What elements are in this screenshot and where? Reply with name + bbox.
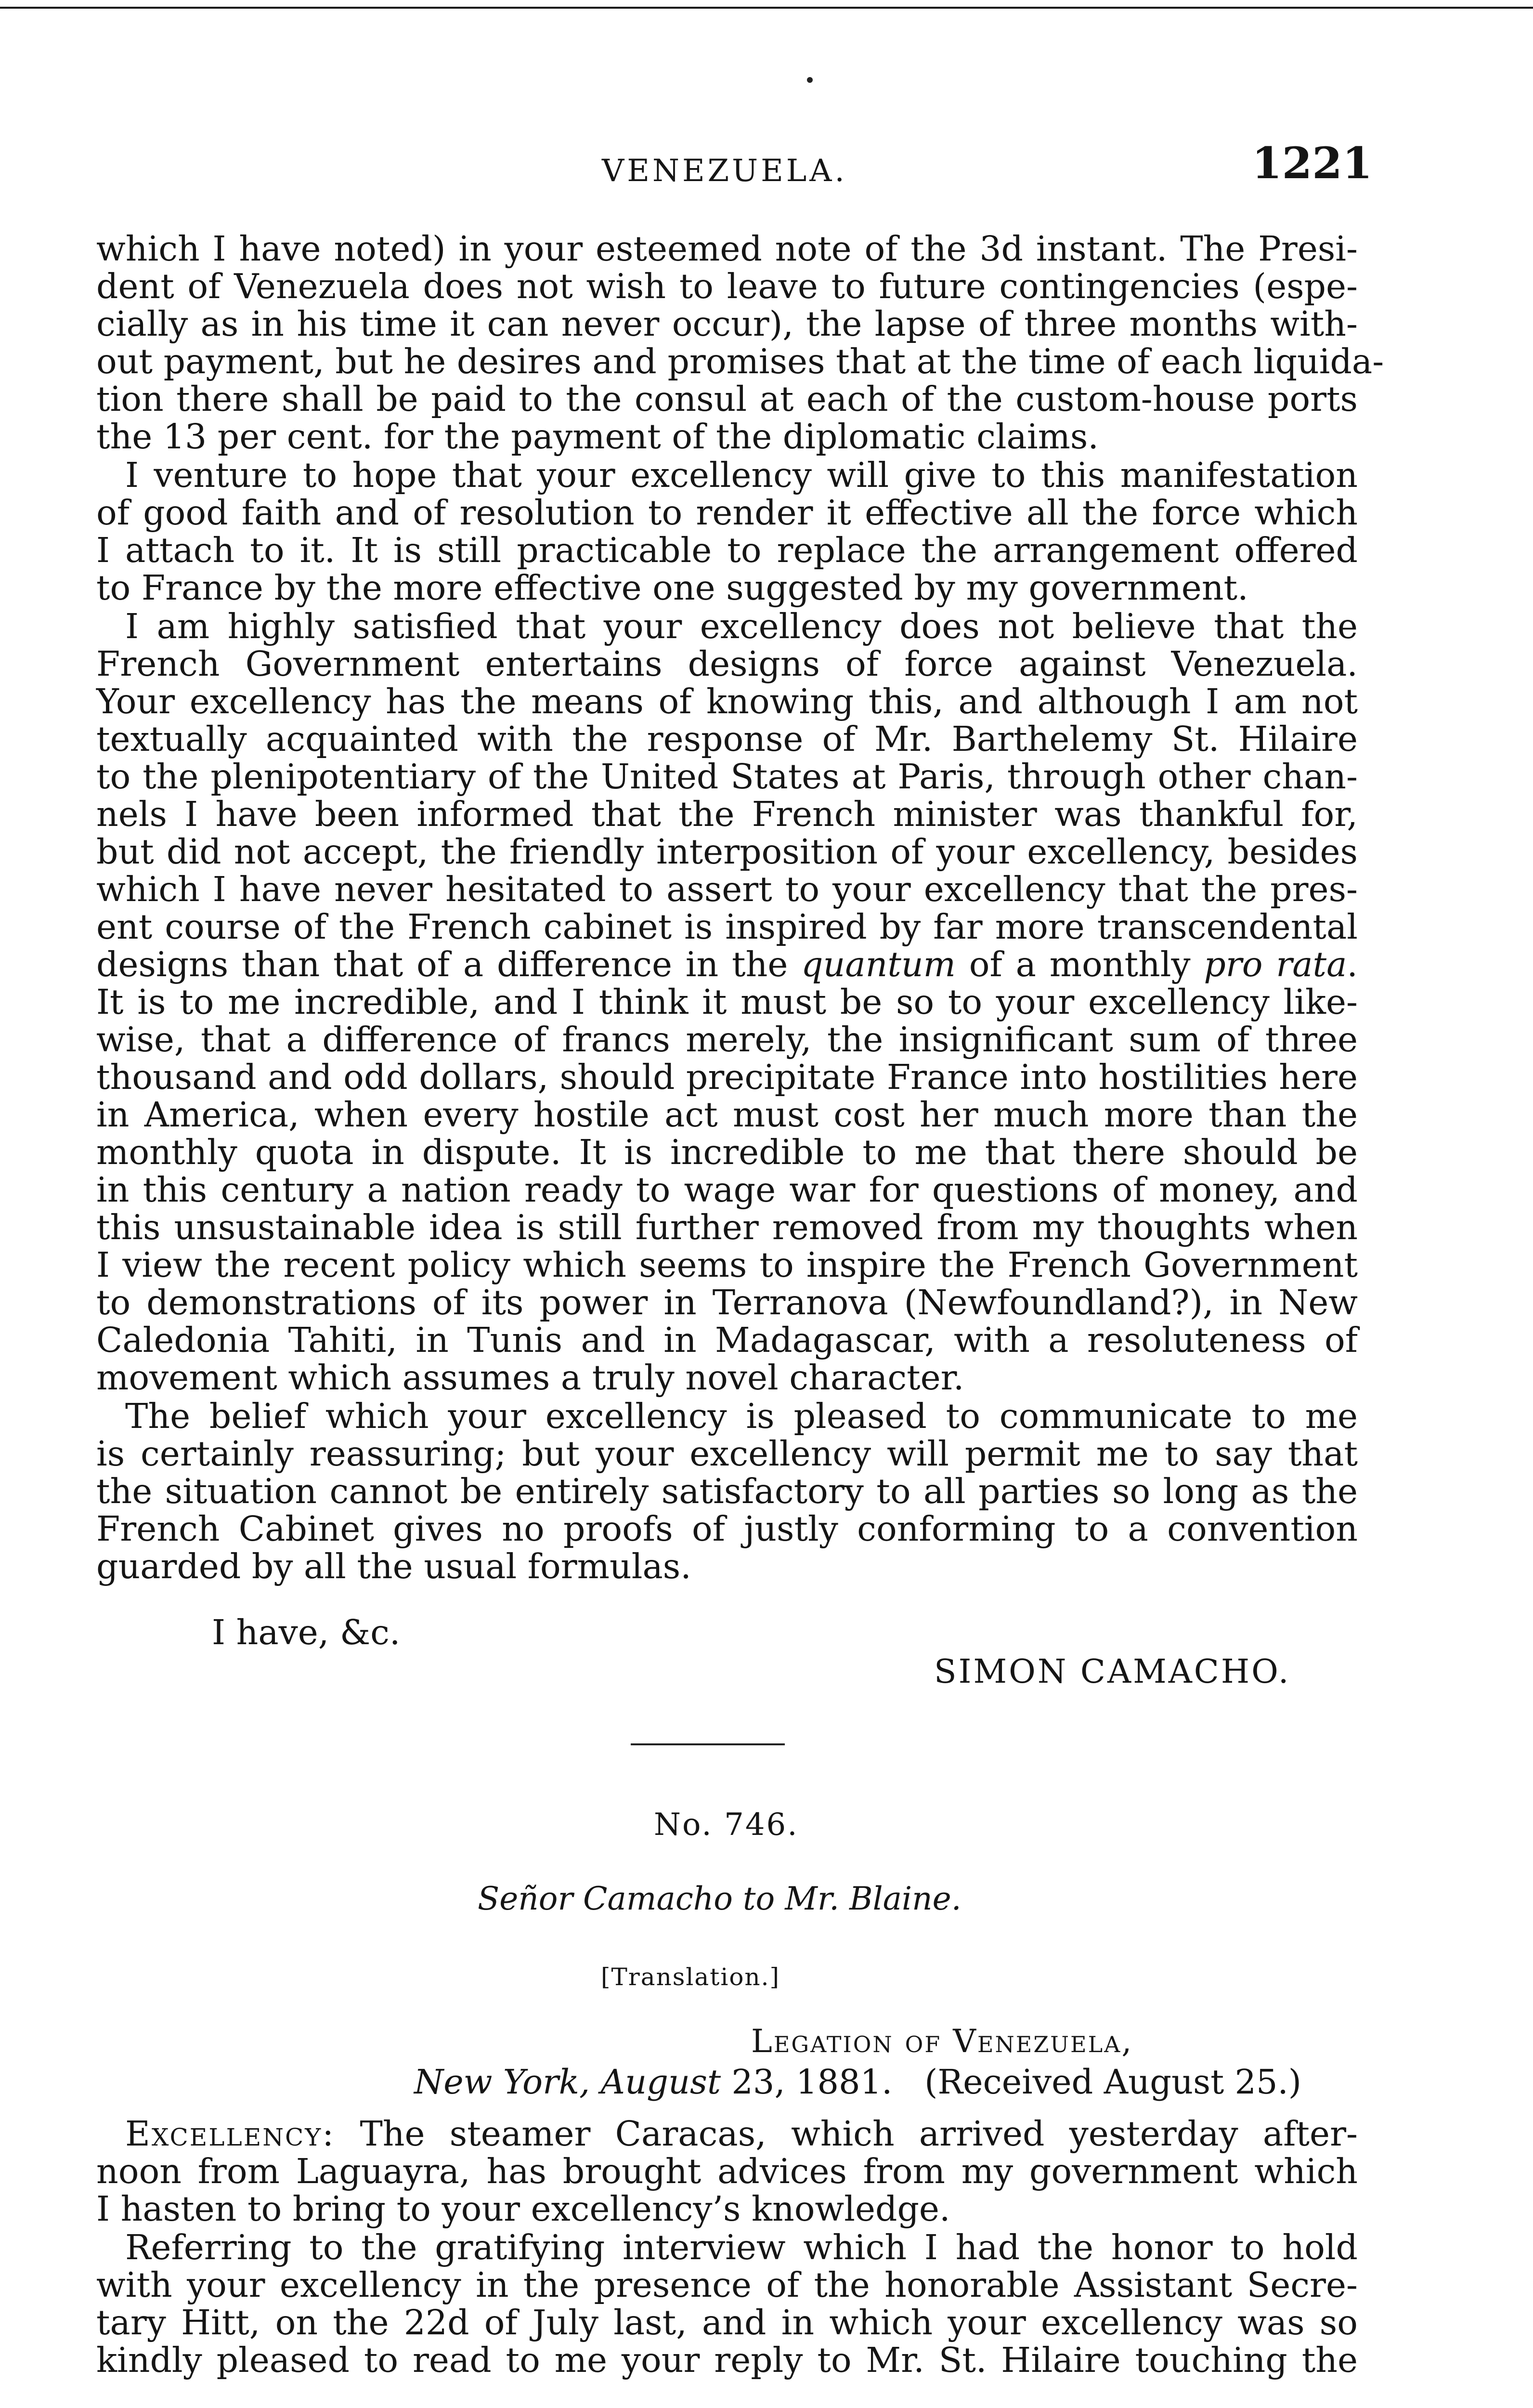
body-line: guarded by all the usual formulas. <box>96 1546 691 1586</box>
section-divider <box>631 1743 785 1745</box>
body-line: French Government entertains designs of force against Venezuela. <box>96 644 1358 684</box>
body-line: textually acquainted with the response of Mr. Barthelemy St. Hilaire <box>96 719 1358 759</box>
body-line: The belief which your excellency is pleased to communicate to me <box>125 1396 1358 1436</box>
body-line: monthly quota in dispute. It is incredible to me that there should be <box>96 1132 1358 1172</box>
body-line: ent course of the French cabinet is inspired by far more transcendental <box>96 907 1358 947</box>
body-line: Caledonia Tahiti, in Tunis and in Madagascar, with a resoluteness of <box>96 1320 1358 1360</box>
body-line: I am highly satisfied that your excellency does not believe that the <box>125 606 1358 646</box>
closing-signoff: I have, &c. <box>212 1612 401 1652</box>
body-line: kindly pleased to read to me your reply to Mr. St. Hilaire touching the <box>96 2340 1358 2380</box>
body-line: nels I have been informed that the French minister was thankful for, <box>96 794 1358 834</box>
body-line: is certainly reassuring; but your excellency will permit me to say that <box>96 1434 1358 1474</box>
body-line: with your excellency in the presence of the honorable Assistant Secre- <box>96 2265 1358 2305</box>
body-line: cially as in his time it can never occur), the lapse of three months with- <box>96 304 1358 344</box>
body-line: I venture to hope that your excellency will give to this manifestation <box>125 455 1358 495</box>
page-number: 1221 <box>1252 138 1373 189</box>
dateline-place: New York, <box>414 2062 590 2102</box>
body-line: dent of Venezuela does not wish to leave to future contingencies (espe- <box>96 266 1358 306</box>
top-border-rule <box>0 7 1533 9</box>
body-line: to France by the more effective one suggested by my government. <box>96 568 1248 608</box>
body-line: French Cabinet gives no proofs of justly conforming to a convention <box>96 1509 1358 1549</box>
body-line: tion there shall be paid to the consul at each of the custom-house ports <box>96 379 1358 419</box>
body-line: which I have never hesitated to assert to your excellency that the pres- <box>96 869 1358 909</box>
body-line: to demonstrations of its power in Terranova (Newfoundland?), in New <box>96 1283 1358 1322</box>
dateline-day-year: 23, 1881. <box>731 2062 893 2102</box>
document-heading: Señor Camacho to Mr. Blaine. <box>478 1880 961 1917</box>
translation-note: [Translation.] <box>601 1963 780 1991</box>
body-line: movement which assumes a truly novel character. <box>96 1358 964 1398</box>
signature: SIMON CAMACHO. <box>934 1653 1291 1691</box>
dateline <box>414 2062 1301 2102</box>
ink-speck <box>807 77 813 83</box>
running-title: VENEZUELA. <box>602 153 847 189</box>
body-line: the situation cannot be entirely satisfactory to all parties so long as the <box>96 1471 1358 1511</box>
body-line: this unsustainable idea is still further removed from my thoughts when <box>96 1207 1358 1247</box>
dateline-received: (Received August 25.) <box>924 2062 1302 2102</box>
body-line: I attach to it. It is still practicable to replace the arrangement offered <box>96 530 1358 570</box>
italic-term: quantum <box>801 944 956 984</box>
body-line: the 13 per cent. for the payment of the diplomatic claims. <box>96 417 1099 457</box>
body-line: I view the recent policy which seems to inspire the French Government <box>96 1245 1358 1285</box>
letter-text: The steamer Caracas, which arrived yesterday after- <box>360 2114 1358 2154</box>
dateline-month: August <box>600 2062 721 2102</box>
body-line: It is to me incredible, and I think it must be so to your excellency like- <box>96 982 1358 1022</box>
body-line: Referring to the gratifying interview which I had the honor to hold <box>125 2227 1358 2267</box>
body-line: but did not accept, the friendly interposition of your excellency, besides <box>96 832 1358 872</box>
body-line: out payment, but he desires and promises that at the time of each liquida- <box>96 341 1384 381</box>
document-number: No. 746. <box>654 1807 799 1843</box>
body-line: in this century a nation ready to wage war for questions of money, and <box>96 1170 1358 1210</box>
body-line: in America, when every hostile act must cost her much more than the <box>96 1095 1358 1135</box>
body-line: designs than that of a difference in the quantum of a monthly pro rata. <box>96 944 1358 984</box>
body-line: which I have noted) in your esteemed note of the 3d instant. The Presi- <box>96 229 1358 269</box>
italic-term: pro rata <box>1204 944 1347 984</box>
body-line: Your excellency has the means of knowing this, and although I am not <box>96 681 1358 721</box>
body-line: of good faith and of resolution to render it effective all the force which <box>96 493 1358 533</box>
body-line: tary Hitt, on the 22d of July last, and in which your excellency was so <box>96 2303 1358 2343</box>
body-line: to the plenipotentiary of the United States at Paris, through other chan- <box>96 757 1358 797</box>
body-line: thousand and odd dollars, should precipitate France into hostilities here <box>96 1057 1358 1097</box>
body-line <box>125 2115 1358 2153</box>
body-line: noon from Laguayra, has brought advices from my government which <box>96 2151 1358 2191</box>
salutation: Excellency: <box>125 2114 336 2154</box>
body-line: I hasten to bring to your excellency’s knowledge. <box>96 2189 950 2229</box>
body-line: wise, that a difference of francs merely, the insignificant sum of three <box>96 1020 1358 1060</box>
legation-line: Legation of Venezuela, <box>751 2023 1133 2060</box>
